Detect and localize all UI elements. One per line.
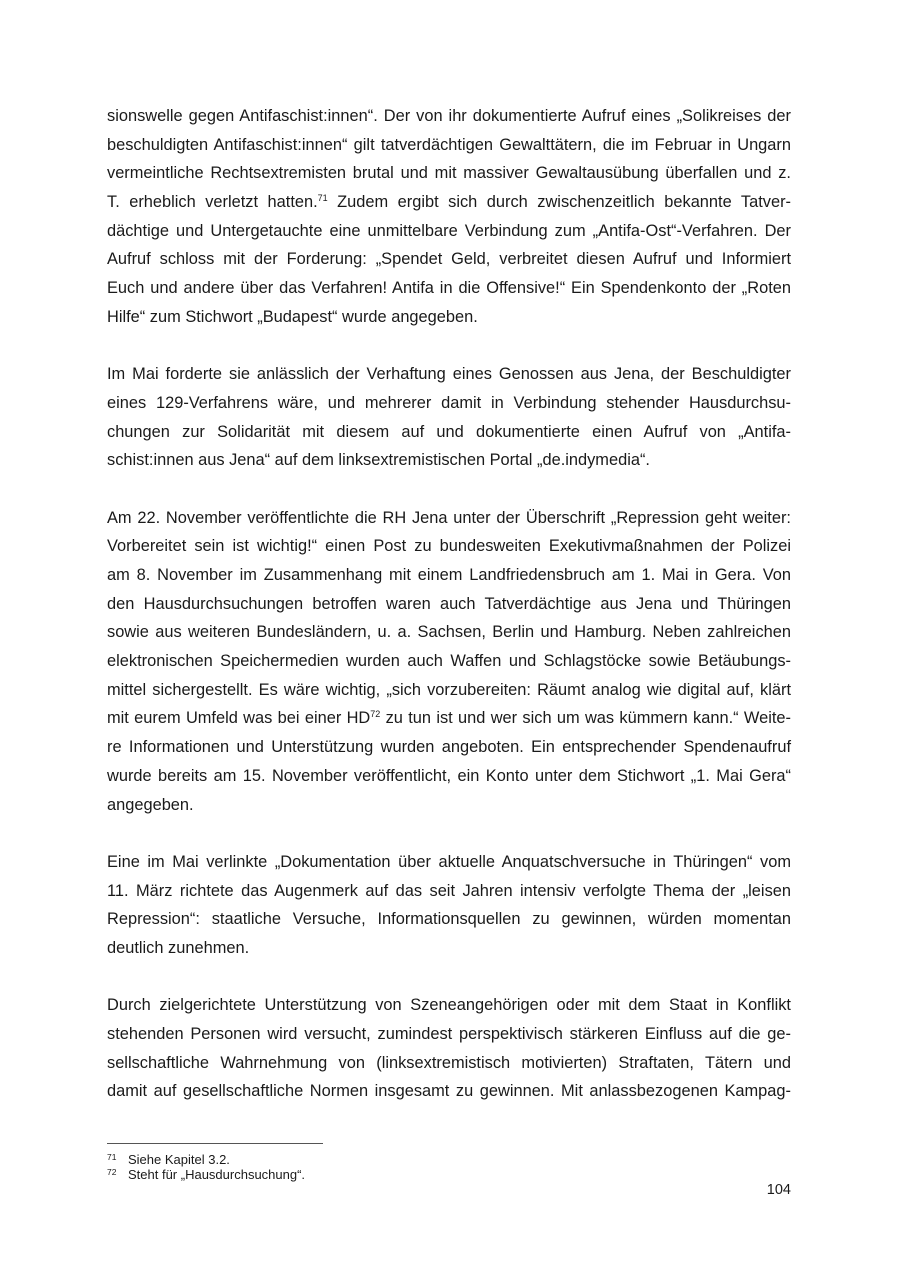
text-line: eines 129-Verfahrens wäre, und mehrerer damit in Verbindung stehender Hausdurchsu- [107, 393, 791, 412]
text-line: Eine im Mai verlinkte „Dokumentation über aktuelle Anquatschversuche in Thüringen“ vom [107, 852, 791, 871]
footnote-reference: 72 [370, 709, 381, 720]
footnote-text: Steht für „Hausdurchsuchung“. [128, 1167, 306, 1182]
text-line: Hilfe“ zum Stichwort „Budapest“ wurde angegeben. [107, 307, 478, 326]
text-line: stehenden Personen wird versucht, zumindest perspektivisch stärkeren Einfluss auf die ge- [107, 1025, 791, 1043]
page-body [107, 102, 791, 1135]
text-line: Am 22. November veröffentlichte die RH Jena unter der Überschrift „Repression geht weiter: [107, 508, 791, 527]
text-line: chungen zur Solidarität mit diesem auf und dokumentierte einen Aufruf von „Antifa- [107, 422, 791, 441]
paragraph [107, 102, 791, 332]
paragraph [107, 360, 791, 475]
footnote-reference: 71 [317, 193, 328, 204]
footnote: 72 Steht für „Hausdurchsuchung“. [107, 1167, 306, 1182]
footnote: 71 Siehe Kapitel 3.2. [107, 1152, 230, 1167]
text-line: sowie aus weiteren Bundesländern, u. a. Sachsen, Berlin und Hamburg. Neben zahlreichen [107, 623, 791, 642]
text-line: elektronischen Speichermedien wurden auch Waffen und Schlagstöcke sowie Betäubungs- [107, 652, 791, 671]
text-segment: mit eurem Umfeld was bei einer HD [107, 709, 371, 728]
text-line: mittel sichergestellt. Es wäre wichtig, „sich vorzubereiten: Räumt analog wie digital auf, klärt [107, 680, 791, 699]
text-segment: Zudem ergibt sich durch zwischenzeitlich bekannte Tatver- [327, 193, 791, 212]
text-line: wurde bereits am 15. November veröffentlicht, ein Konto unter dem Stichwort „1. Mai Gera“ [107, 766, 791, 785]
paragraph [107, 848, 791, 963]
text-line: beschuldigten Antifaschist:innen“ gilt tatverdächtigen Gewalttätern, die im Februar in Ungarn [107, 135, 791, 154]
footnote-separator [107, 1143, 323, 1144]
text-line: angegeben. [107, 795, 194, 814]
footnotes [107, 1143, 791, 1182]
text-line: sellschaftliche Wahrnehmung von (linksextremistisch motivierten) Straftaten, Tätern und [107, 1053, 791, 1072]
text-line: Repression“: staatliche Versuche, Informationsquellen zu gewinnen, würden momentan [107, 910, 791, 929]
text-line [107, 704, 791, 733]
text-line [107, 188, 791, 217]
text-line: re Informationen und Unterstützung wurden angeboten. Ein entsprechender Spendenaufruf [107, 738, 791, 757]
paragraph [107, 504, 791, 820]
text-line: den Hausdurchsuchungen betroffen waren auch Tatverdächtige aus Jena und Thüringen [107, 594, 791, 613]
text-line: 11. März richtete das Augenmerk auf das seit Jahren intensiv verfolgte Thema der „leisen [107, 881, 791, 900]
text-line: Vorbereitet sein ist wichtig!“ einen Post zu bundesweiten Exekutivmaßnahmen der Polizei [107, 537, 791, 556]
text-segment: zu tun ist und wer sich um was kümmern kann.“ Weite- [380, 709, 791, 728]
text-line: schist:innen aus Jena“ auf dem linksextremistischen Portal „de.indymedia“. [107, 451, 650, 470]
text-line: vermeintliche Rechtsextremisten brutal und mit massiver Gewaltausübung überfallen und z. [107, 164, 791, 183]
text-line: dächtige und Untergetauchte eine unmittelbare Verbindung zum „Antifa-Ost“-Verfahren. Der [107, 221, 791, 240]
text-line: sionswelle gegen Antifaschist:innen“. Der von ihr dokumentierte Aufruf eines „Solikreises der [107, 107, 791, 125]
text-line: am 8. November im Zusammenhang mit einem Landfriedensbruch am 1. Mai in Gera. Von [107, 566, 791, 584]
page-number: 104 [766, 1182, 791, 1198]
text-line: Aufruf schloss mit der Forderung: „Spendet Geld, verbreitet diesen Aufruf und Informiert [107, 250, 791, 269]
text-line: Euch und andere über das Verfahren! Antifa in die Offensive!“ Ein Spendenkonto der „Roten [107, 279, 791, 298]
text-line: Durch zielgerichtete Unterstützung von Szeneangehörigen oder mit dem Staat in Konflikt [107, 996, 791, 1015]
text-line: Im Mai forderte sie anlässlich der Verhaftung eines Genossen aus Jena, der Beschuldigter [107, 365, 791, 384]
text-segment: T. erheblich verletzt hatten. [107, 193, 318, 212]
text-line: damit auf gesellschaftliche Normen insgesamt zu gewinnen. Mit anlassbezogenen Kampag- [107, 1082, 791, 1101]
footnote-text: Siehe Kapitel 3.2. [128, 1152, 230, 1167]
text-line: deutlich zunehmen. [107, 938, 250, 957]
paragraph [107, 991, 791, 1106]
